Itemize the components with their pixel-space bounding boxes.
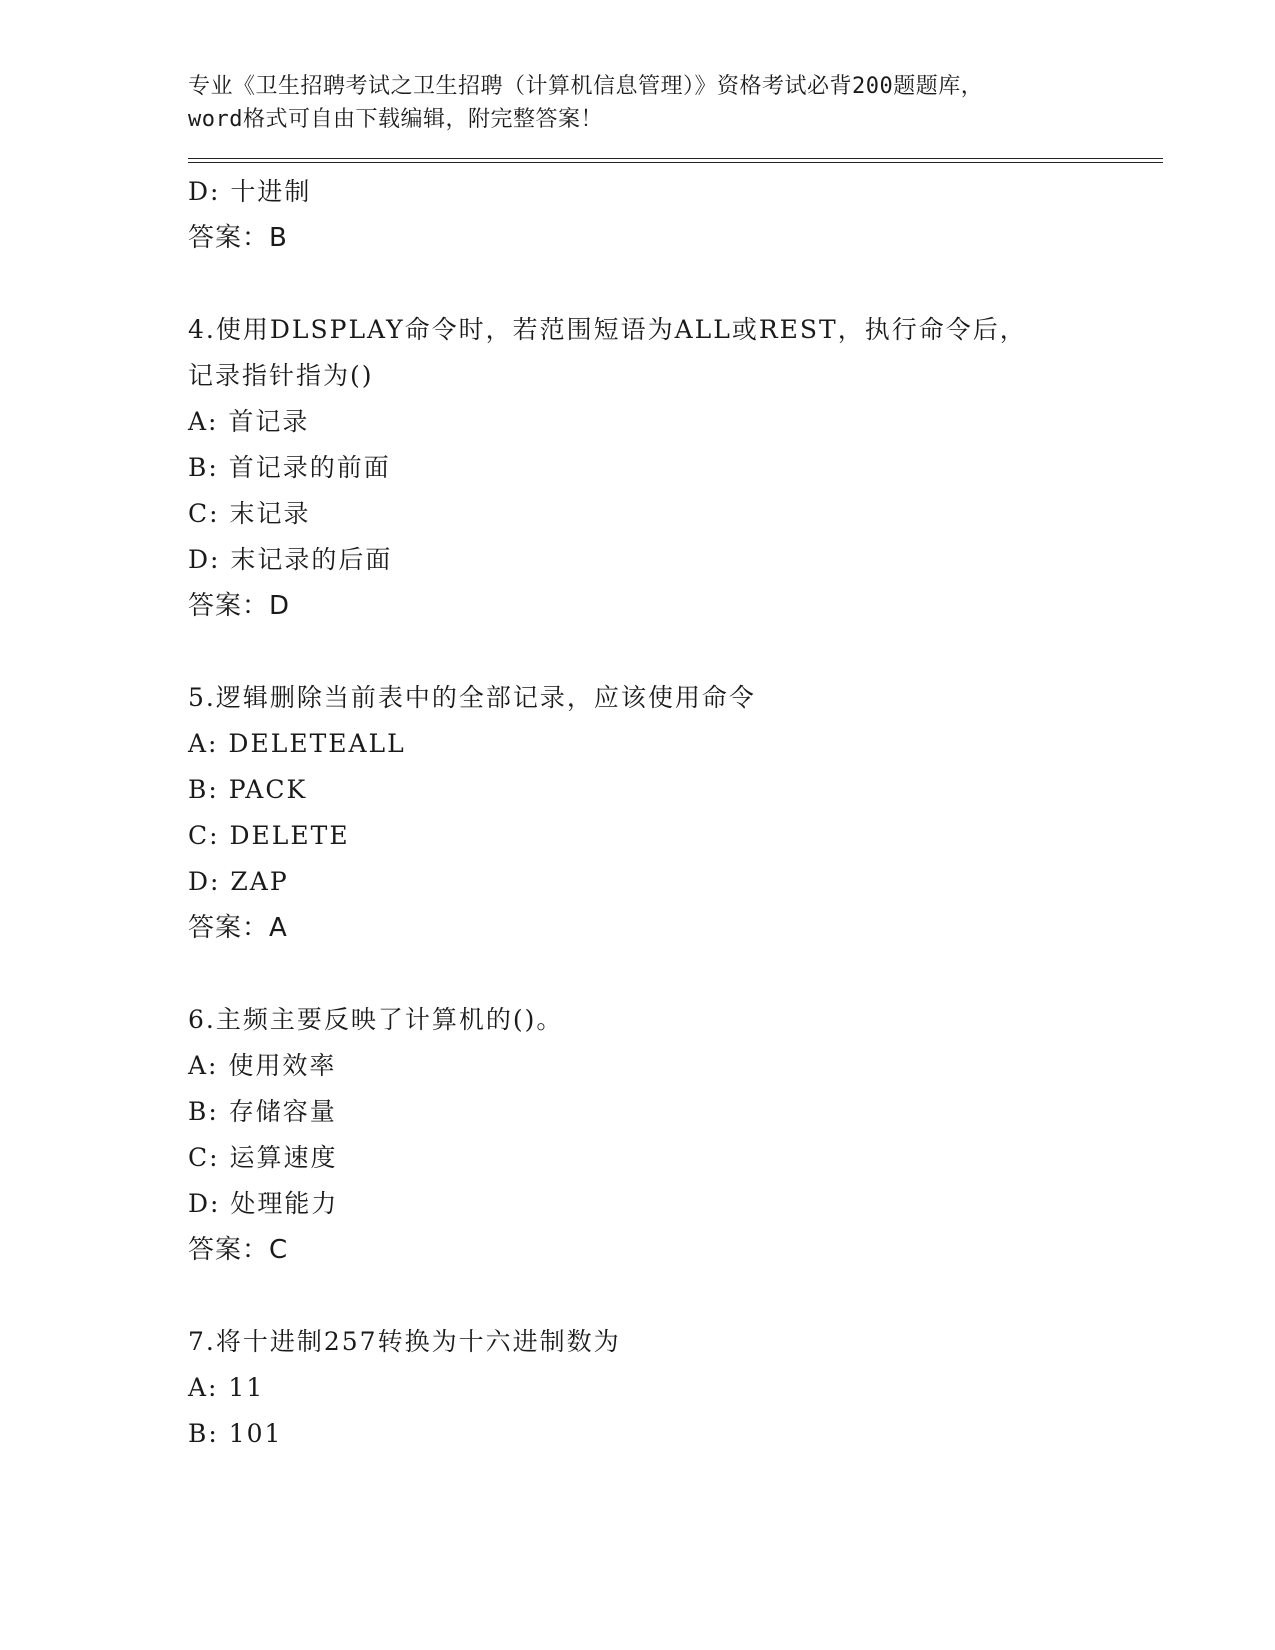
answer-line: 答案：B bbox=[188, 223, 288, 253]
option-d: D: 处理能力 bbox=[188, 1189, 339, 1218]
option-b: B: PACK bbox=[188, 775, 308, 804]
question-5 bbox=[188, 675, 1158, 951]
option-a: A: 使用效率 bbox=[188, 1051, 337, 1080]
option-d: D: 十进制 bbox=[188, 177, 312, 206]
option-b: B: 存储容量 bbox=[188, 1097, 337, 1126]
answer-line: 答案：A bbox=[188, 913, 288, 943]
answer-line: 答案：C bbox=[188, 1235, 289, 1265]
header-title-line-1: 专业《卫生招聘考试之卫生招聘（计算机信息管理）》资格考试必背200题题库， bbox=[188, 74, 984, 99]
header-title-line-2: word格式可自由下载编辑，附完整答案！ bbox=[188, 107, 603, 132]
question-list bbox=[188, 169, 1158, 1457]
option-b: B: 首记录的前面 bbox=[188, 453, 391, 482]
document-header bbox=[188, 70, 1158, 136]
option-c: C: 末记录 bbox=[188, 499, 311, 528]
option-a: A: 11 bbox=[188, 1373, 265, 1402]
document-page bbox=[188, 70, 1158, 1457]
option-b: B: 101 bbox=[188, 1419, 283, 1448]
question-6 bbox=[188, 997, 1158, 1273]
question-stem: 7.将十进制257转换为十六进制数为 bbox=[188, 1327, 621, 1356]
answer-line: 答案：D bbox=[188, 591, 291, 621]
question-stem: 6.主频主要反映了计算机的()。 bbox=[188, 1005, 564, 1034]
option-c: C: 运算速度 bbox=[188, 1143, 338, 1172]
question-7 bbox=[188, 1319, 1158, 1457]
question-stem: 5.逻辑删除当前表中的全部记录，应该使用命令 bbox=[188, 683, 756, 712]
option-d: D: ZAP bbox=[188, 867, 289, 896]
option-a: A: DELETEALL bbox=[188, 729, 406, 758]
question-4 bbox=[188, 307, 1158, 629]
question-stem: 4.使用DLSPLAY命令时，若范围短语为ALL或REST，执行命令后，记录指针指为() bbox=[188, 315, 1027, 390]
option-a: A: 首记录 bbox=[188, 407, 310, 436]
header-double-rule bbox=[188, 158, 1163, 163]
option-d: D: 末记录的后面 bbox=[188, 545, 393, 574]
option-c: C: DELETE bbox=[188, 821, 350, 850]
question-fragment bbox=[188, 169, 1158, 261]
